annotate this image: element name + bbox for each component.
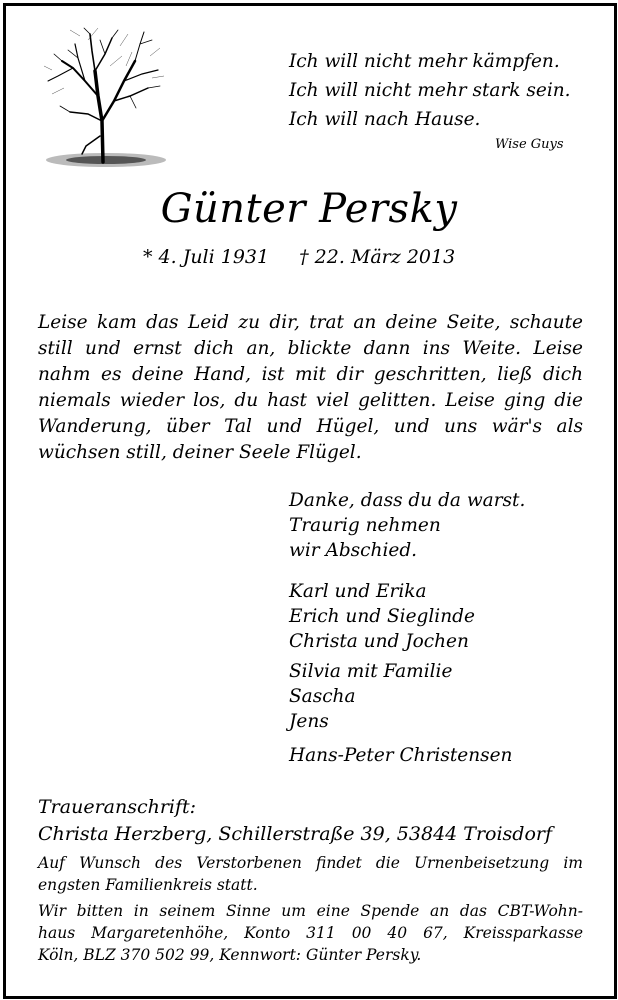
poem-line: wüchsen still, deiner Seele Flügel. (38, 442, 362, 463)
thanks-line: Traurig nehmen (289, 515, 441, 536)
address-line: Christa Herzberg, Schillerstraße 39, 53844 Troisdorf (38, 823, 553, 845)
mourner: Karl und Erika (289, 581, 427, 602)
mourner: Jens (289, 711, 329, 732)
notice-line: Wir bitten in seinem Sinne um eine Spende an das CBT-Wohn- (38, 902, 583, 920)
motto-line: Ich will nicht mehr kämpfen. (289, 51, 560, 72)
notice-line: Auf Wunsch des Verstorbenen findet die Urnenbeisetzung im (38, 854, 583, 872)
motto-source: Wise Guys (495, 137, 564, 152)
notice-line: Köln, BLZ 370 502 99, Kennwort: Günter Persky. (38, 946, 422, 964)
mourner: Hans-Peter Christensen (289, 745, 513, 766)
donation-notice (38, 900, 583, 966)
poem (38, 310, 583, 466)
motto-quote (289, 47, 571, 134)
mourner: Sascha (289, 686, 356, 707)
notice-line: engsten Familienkreis statt. (38, 876, 258, 894)
thanks-line: Danke, dass du da warst. (289, 490, 526, 511)
thanks-text (289, 488, 525, 563)
motto-line: Ich will nicht mehr stark sein. (289, 80, 571, 101)
burial-notice (38, 852, 583, 896)
tree-illustration-icon (40, 26, 170, 172)
poem-line: still und ernst dich an, blickte dann ins Weite. Leise (38, 338, 583, 359)
mourners-group-2 (289, 659, 452, 734)
poem-line: nahm es deine Hand, ist mit dir geschritten, ließ dich (38, 364, 583, 385)
mourner: Silvia mit Familie (289, 661, 453, 682)
mourners-group-3 (289, 743, 512, 768)
notice-line: haus Margaretenhöhe, Konto 311 00 40 67, Kreissparkasse (38, 924, 583, 942)
life-dates (143, 246, 455, 268)
mourners-group-1 (289, 579, 475, 654)
motto-line: Ich will nach Hause. (289, 109, 481, 130)
mourner: Erich und Sieglinde (289, 606, 475, 627)
thanks-line: wir Abschied. (289, 540, 418, 561)
poem-line: Wanderung, über Tal und Hügel, und uns wär's als (38, 416, 583, 437)
death-date: † 22. März 2013 (299, 246, 456, 268)
poem-line: Leise kam das Leid zu dir, trat an deine Seite, schaute (38, 312, 583, 333)
deceased-name: Günter Persky (160, 186, 458, 232)
poem-line: niemals wieder los, du hast viel gelitten. Leise ging die (38, 390, 583, 411)
mourner: Christa und Jochen (289, 631, 469, 652)
address-label: Traueranschrift: (38, 796, 197, 818)
birth-date: * 4. Juli 1931 (143, 246, 270, 268)
